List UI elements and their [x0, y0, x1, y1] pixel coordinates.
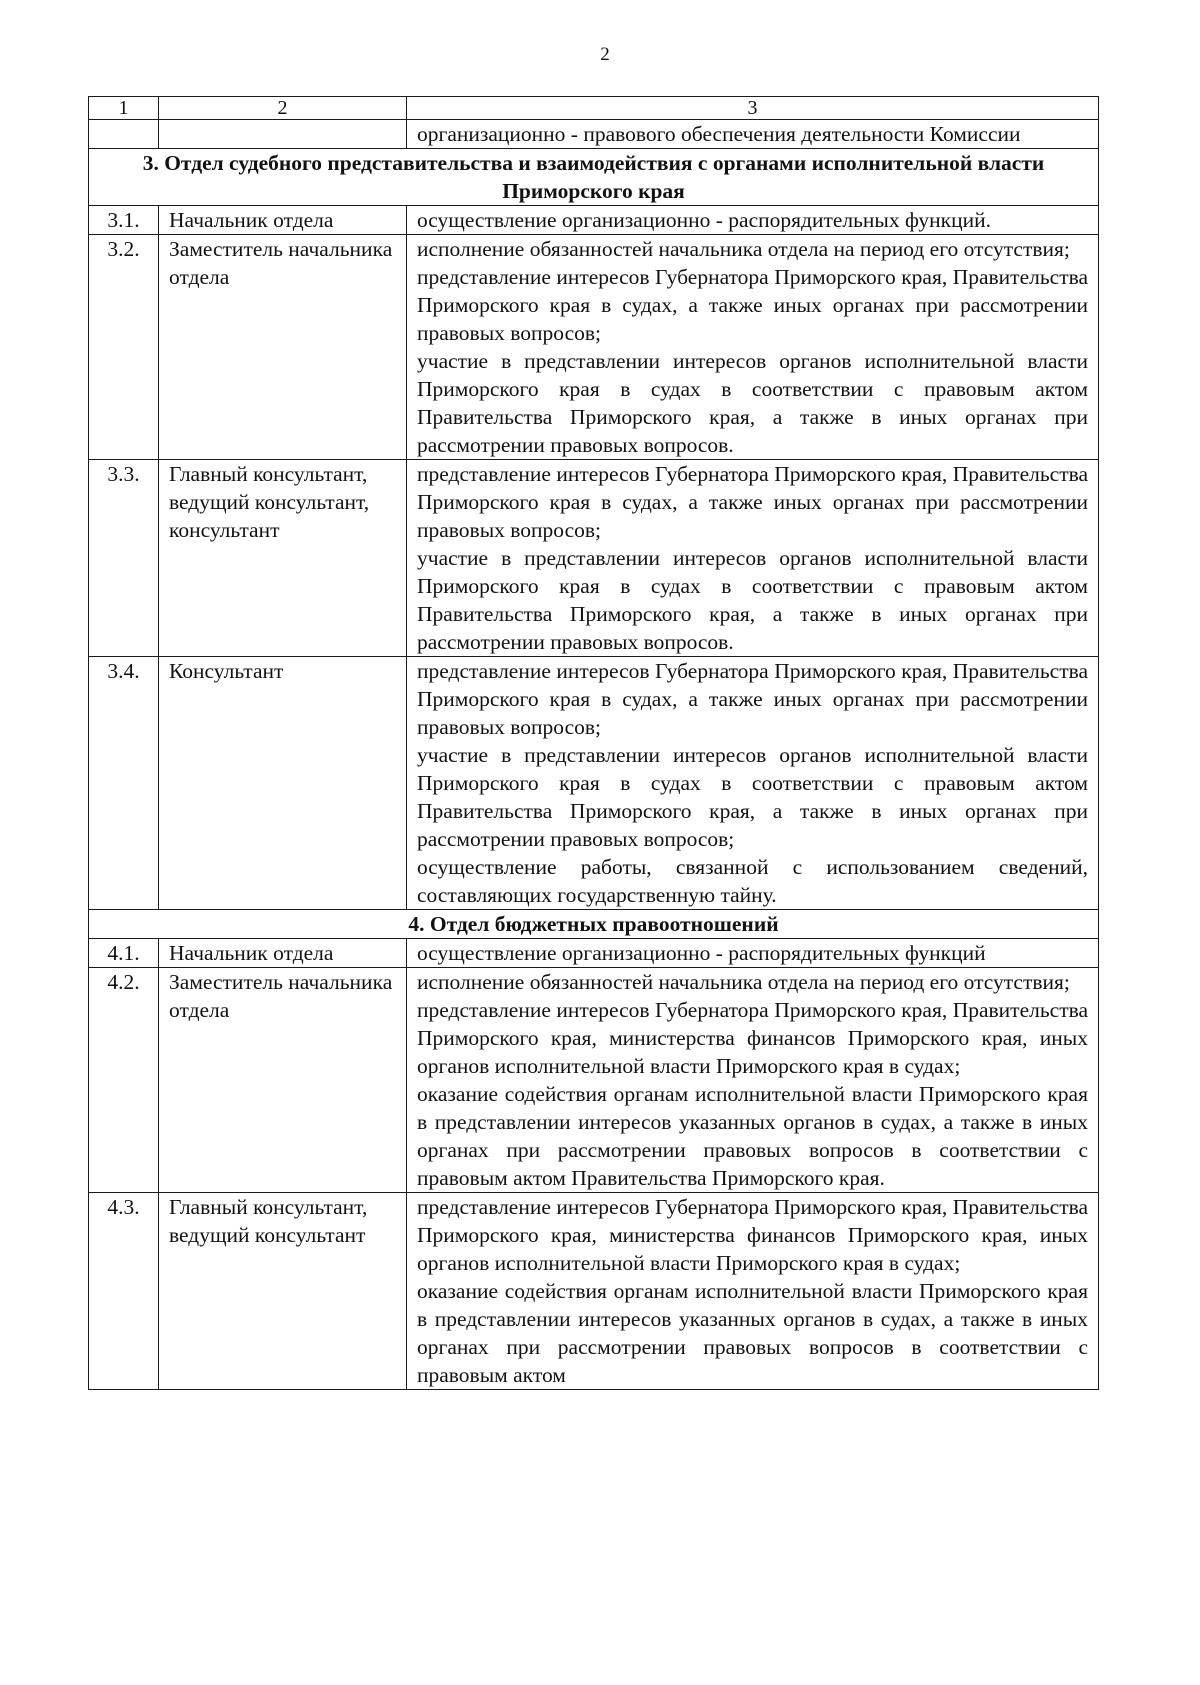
duty-item: представление интересов Губернатора Приморского края, Правительства Приморского края в судах, а также иных органах при рассмотрении правовых вопросов;	[417, 462, 1088, 542]
table-row	[89, 657, 1099, 910]
position-title	[159, 120, 407, 149]
duty-item: оказание содействия органам исполнительной власти Приморского края в представлении интересов указанных органов в судах, а также в иных органах при рассмотрении правовых вопросов в соответствии с правовым актом Правительства Приморского края.	[417, 1082, 1088, 1190]
row-number: 4.1.	[89, 939, 159, 968]
duties-cell	[407, 460, 1099, 657]
section-header-row	[89, 910, 1099, 939]
column-header-row	[89, 97, 1099, 120]
duty-item: представление интересов Губернатора Приморского края, Правительства Приморского края в судах, а также иных органах при рассмотрении правовых вопросов;	[417, 265, 1088, 345]
duties-cell	[407, 939, 1099, 968]
duties-cell	[407, 206, 1099, 235]
table-row	[89, 1193, 1099, 1390]
table-row	[89, 460, 1099, 657]
duties-table	[88, 96, 1099, 1390]
duties-cell	[407, 235, 1099, 460]
row-number: 3.3.	[89, 460, 159, 657]
row-number: 3.4.	[89, 657, 159, 910]
position-title: Главный консультант, ведущий консультант	[159, 1193, 407, 1390]
duty-item: осуществление организационно - распорядительных функций.	[417, 208, 991, 232]
table-row	[89, 939, 1099, 968]
duty-item: участие в представлении интересов органов исполнительной власти Приморского края в судах в соответствии с правовым актом Правительства Приморского края, а также в иных органах при рассмотрении правовых вопросов.	[417, 546, 1088, 654]
column-header-2: 2	[159, 97, 407, 120]
position-title: Начальник отдела	[159, 206, 407, 235]
position-title: Заместитель начальника отдела	[159, 235, 407, 460]
table-row	[89, 235, 1099, 460]
duty-item: исполнение обязанностей начальника отдела на период его отсутствия;	[417, 237, 1070, 261]
duty-item: организационно - правового обеспечения деятельности Комиссии	[417, 122, 1021, 146]
duty-item: представление интересов Губернатора Приморского края, Правительства Приморского края, министерства финансов Приморского края, иных органов исполнительной власти Приморского края в судах;	[417, 1195, 1088, 1275]
row-number	[89, 120, 159, 149]
duty-item: участие в представлении интересов органов исполнительной власти Приморского края в судах в соответствии с правовым актом Правительства Приморского края, а также в иных органах при рассмотрении правовых вопросов;	[417, 743, 1088, 851]
row-number: 3.2.	[89, 235, 159, 460]
duties-cell	[407, 657, 1099, 910]
row-number: 4.2.	[89, 968, 159, 1193]
table-row	[89, 206, 1099, 235]
row-number: 4.3.	[89, 1193, 159, 1390]
section-title: 4. Отдел бюджетных правоотношений	[89, 910, 1099, 939]
row-number: 3.1.	[89, 206, 159, 235]
duties-cell	[407, 968, 1099, 1193]
table-row	[89, 120, 1099, 149]
position-title: Главный консультант, ведущий консультант, консультант	[159, 460, 407, 657]
table-row	[89, 968, 1099, 1193]
duty-item: осуществление работы, связанной с использованием сведений, составляющих государственную тайну.	[417, 855, 1088, 907]
duties-cell	[407, 120, 1099, 149]
section-header-row	[89, 149, 1099, 206]
position-title: Заместитель начальника отдела	[159, 968, 407, 1193]
duty-item: оказание содействия органам исполнительной власти Приморского края в представлении интересов указанных органов в судах, а также в иных органах при рассмотрении правовых вопросов в соответствии с правовым актом	[417, 1279, 1088, 1387]
page-number: 2	[600, 44, 610, 65]
duty-item: исполнение обязанностей начальника отдела на период его отсутствия;	[417, 970, 1070, 994]
column-header-1: 1	[89, 97, 159, 120]
column-header-3: 3	[407, 97, 1099, 120]
duties-cell	[407, 1193, 1099, 1390]
duty-item: представление интересов Губернатора Приморского края, Правительства Приморского края, министерства финансов Приморского края, иных органов исполнительной власти Приморского края в судах;	[417, 998, 1088, 1078]
section-title: 3. Отдел судебного представительства и взаимодействия с органами исполнительной власти Приморского края	[89, 149, 1099, 206]
position-title: Начальник отдела	[159, 939, 407, 968]
duty-item: осуществление организационно - распорядительных функций	[417, 941, 986, 965]
duty-item: представление интересов Губернатора Приморского края, Правительства Приморского края в судах, а также иных органах при рассмотрении правовых вопросов;	[417, 659, 1088, 739]
duty-item: участие в представлении интересов органов исполнительной власти Приморского края в судах в соответствии с правовым актом Правительства Приморского края, а также в иных органах при рассмотрении правовых вопросов.	[417, 349, 1088, 457]
position-title: Консультант	[159, 657, 407, 910]
